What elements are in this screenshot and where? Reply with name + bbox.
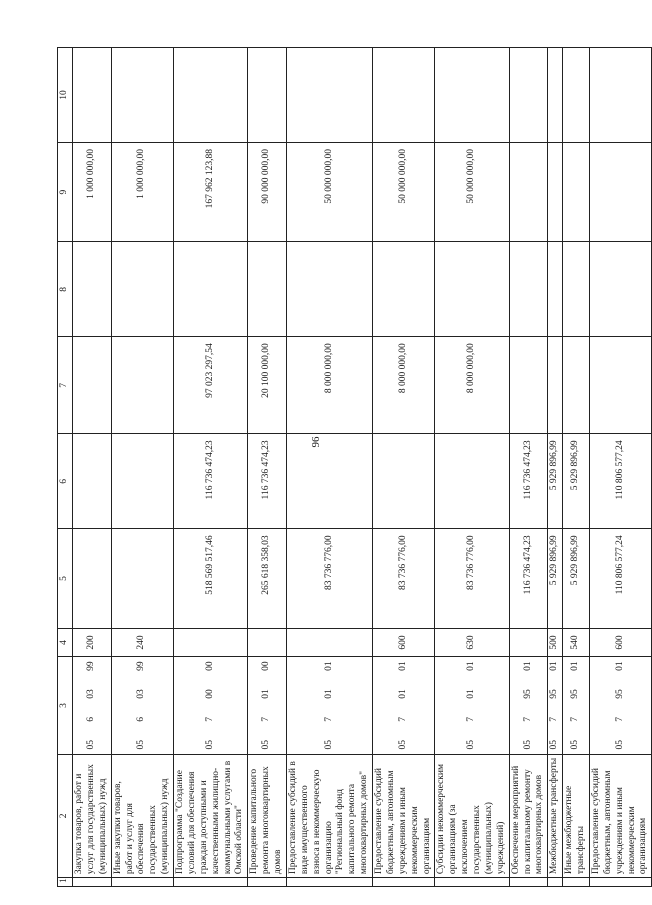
amount-col8 bbox=[509, 242, 548, 337]
table-row bbox=[548, 48, 563, 887]
table-row bbox=[563, 48, 590, 887]
amount-col7: 97 023 297,54 bbox=[174, 337, 248, 434]
amount-col6 bbox=[373, 434, 435, 529]
row-marker-cell bbox=[589, 878, 651, 887]
row-name: Подпрограмма "Создание условий для обеспечения граждан доступными и качественными жилищно-коммунальными услугами в Омской области" bbox=[174, 754, 248, 878]
expense-type: 600 bbox=[589, 628, 651, 657]
row-name: Субсидии некоммерческим организациям (за исключением государственных (муниципальных) учреждений) bbox=[435, 754, 509, 878]
code-item: 00 bbox=[261, 661, 272, 671]
amount-col9 bbox=[563, 143, 590, 242]
code-subprogram: 03 bbox=[85, 689, 96, 699]
code-subprogram: 00 bbox=[204, 689, 215, 699]
amount-col8 bbox=[174, 242, 248, 337]
code-program: 7 bbox=[522, 716, 533, 722]
classification-code bbox=[563, 657, 590, 754]
expense-type: 240 bbox=[111, 628, 173, 657]
row-marker-cell bbox=[73, 878, 112, 887]
code-item: 01 bbox=[323, 661, 334, 671]
classification-code bbox=[509, 657, 548, 754]
amount-col8 bbox=[435, 242, 509, 337]
row-name: Обеспечение мероприятий по капитальному ремонту многоквартирных домов bbox=[509, 754, 548, 878]
code-subprogram: 01 bbox=[466, 689, 477, 699]
amount-col7 bbox=[589, 337, 651, 434]
code-item: 01 bbox=[549, 661, 560, 671]
amount-col9 bbox=[509, 143, 548, 242]
code-item: 00 bbox=[204, 661, 215, 671]
expense-type: 630 bbox=[435, 628, 509, 657]
amount-col9: 50 000 000,00 bbox=[373, 143, 435, 242]
table-row bbox=[373, 48, 435, 887]
code-subprogram: 95 bbox=[614, 689, 625, 699]
table-row bbox=[435, 48, 509, 887]
amount-col7: 8 000 000,00 bbox=[373, 337, 435, 434]
col-header: 4 bbox=[58, 628, 73, 657]
expense-type bbox=[509, 628, 548, 657]
col-header: 9 bbox=[58, 143, 73, 242]
amount-col8 bbox=[563, 242, 590, 337]
amount-col9 bbox=[589, 143, 651, 242]
classification-code bbox=[435, 657, 509, 754]
code-item: 99 bbox=[85, 661, 96, 671]
amount-col6: 5 929 896,99 bbox=[563, 434, 590, 529]
code-subprogram: 01 bbox=[261, 689, 272, 699]
table-row bbox=[111, 48, 173, 887]
amount-col10 bbox=[435, 48, 509, 143]
amount-col5: 518 569 517,46 bbox=[174, 529, 248, 628]
code-program: 7 bbox=[323, 716, 334, 722]
col-header: 6 bbox=[58, 434, 73, 529]
code-program: 7 bbox=[204, 716, 215, 722]
classification-code bbox=[286, 657, 372, 754]
amount-col9: 1 000 000,00 bbox=[111, 143, 173, 242]
amount-col7 bbox=[563, 337, 590, 434]
code-item: 01 bbox=[570, 661, 581, 671]
amount-col10 bbox=[548, 48, 563, 143]
expense-type bbox=[286, 628, 372, 657]
code-subprogram: 01 bbox=[323, 689, 334, 699]
expense-type: 600 bbox=[373, 628, 435, 657]
row-name: Предоставление субсидий бюджетным, автономным учреждениям и иным некоммерческим организациям bbox=[589, 754, 651, 878]
amount-col8 bbox=[73, 242, 112, 337]
amount-col9 bbox=[548, 143, 563, 242]
amount-col5: 116 736 474,23 bbox=[509, 529, 548, 628]
code-section: 05 bbox=[85, 740, 96, 750]
col-header: 8 bbox=[58, 242, 73, 337]
amount-col7: 8 000 000,00 bbox=[286, 337, 372, 434]
code-item: 99 bbox=[136, 661, 147, 671]
code-item: 01 bbox=[397, 661, 408, 671]
code-program: 7 bbox=[549, 716, 560, 722]
amount-col7: 20 100 000,00 bbox=[248, 337, 287, 434]
code-subprogram: 03 bbox=[136, 689, 147, 699]
table-row bbox=[589, 48, 651, 887]
code-program: 7 bbox=[570, 716, 581, 722]
amount-col8 bbox=[248, 242, 287, 337]
table-row bbox=[174, 48, 248, 887]
amount-col5: 265 618 358,03 bbox=[248, 529, 287, 628]
table-row bbox=[286, 48, 372, 887]
row-marker-cell bbox=[248, 878, 287, 887]
amount-col9: 50 000 000,00 bbox=[286, 143, 372, 242]
classification-code bbox=[174, 657, 248, 754]
row-marker-cell bbox=[373, 878, 435, 887]
amount-col8 bbox=[373, 242, 435, 337]
col-header: 7 bbox=[58, 337, 73, 434]
row-name: Иные межбюджетные трансферты bbox=[563, 754, 590, 878]
row-marker-cell bbox=[435, 878, 509, 887]
amount-col6: 5 929 896,99 bbox=[548, 434, 563, 529]
amount-col5: 83 736 776,00 bbox=[435, 529, 509, 628]
expense-type bbox=[174, 628, 248, 657]
code-item: 01 bbox=[466, 661, 477, 671]
row-marker-cell bbox=[563, 878, 590, 887]
code-program: 6 bbox=[85, 716, 96, 722]
expense-type bbox=[248, 628, 287, 657]
amount-col8 bbox=[286, 242, 372, 337]
row-name: Предоставление субсидий в виде имущественного взноса в некоммерческую организацию "Региональный фонд капитального ремонта многоквартирных домов" bbox=[286, 754, 372, 878]
code-section: 05 bbox=[522, 740, 533, 750]
code-subprogram: 95 bbox=[549, 689, 560, 699]
amount-col5 bbox=[73, 529, 112, 628]
row-name: Иные закупки товаров, работ и услуг для обеспечения государственных (муниципальных) нужд bbox=[111, 754, 173, 878]
row-marker-cell bbox=[509, 878, 548, 887]
amount-col10 bbox=[589, 48, 651, 143]
amount-col6 bbox=[286, 434, 372, 529]
amount-col7 bbox=[111, 337, 173, 434]
table-row bbox=[73, 48, 112, 887]
amount-col8 bbox=[111, 242, 173, 337]
code-program: 7 bbox=[261, 716, 272, 722]
row-marker-cell bbox=[111, 878, 173, 887]
code-program: 7 bbox=[466, 716, 477, 722]
amount-col10 bbox=[111, 48, 173, 143]
amount-col10 bbox=[373, 48, 435, 143]
amount-col9: 50 000 000,00 bbox=[435, 143, 509, 242]
expense-type: 500 bbox=[548, 628, 563, 657]
code-section: 05 bbox=[323, 740, 334, 750]
row-marker-cell bbox=[286, 878, 372, 887]
amount-col6: 116 736 474,23 bbox=[509, 434, 548, 529]
col-header: 5 bbox=[58, 529, 73, 628]
amount-col8 bbox=[548, 242, 563, 337]
page-number: 96 bbox=[310, 436, 322, 448]
classification-code bbox=[73, 657, 112, 754]
row-name: Межбюджетные трансферты bbox=[548, 754, 563, 878]
amount-col9: 1 000 000,00 bbox=[73, 143, 112, 242]
code-section: 05 bbox=[549, 740, 560, 750]
amount-col5: 5 929 896,99 bbox=[548, 529, 563, 628]
amount-col5: 110 806 577,24 bbox=[589, 529, 651, 628]
code-section: 05 bbox=[397, 740, 408, 750]
header-row bbox=[58, 48, 73, 887]
classification-code bbox=[373, 657, 435, 754]
col-header: 3 bbox=[58, 657, 73, 754]
amount-col6: 116 736 474,23 bbox=[248, 434, 287, 529]
classification-code bbox=[589, 657, 651, 754]
expense-type: 200 bbox=[73, 628, 112, 657]
amount-col8 bbox=[589, 242, 651, 337]
classification-code bbox=[548, 657, 563, 754]
amount-col10 bbox=[174, 48, 248, 143]
amount-col5: 5 929 896,99 bbox=[563, 529, 590, 628]
code-subprogram: 95 bbox=[522, 689, 533, 699]
amount-col7 bbox=[73, 337, 112, 434]
expense-type: 540 bbox=[563, 628, 590, 657]
amount-col7 bbox=[509, 337, 548, 434]
code-section: 05 bbox=[204, 740, 215, 750]
amount-col7 bbox=[548, 337, 563, 434]
amount-col10 bbox=[286, 48, 372, 143]
amount-col7: 8 000 000,00 bbox=[435, 337, 509, 434]
code-section: 05 bbox=[570, 740, 581, 750]
row-marker-cell bbox=[174, 878, 248, 887]
table-row bbox=[248, 48, 287, 887]
code-section: 05 bbox=[614, 740, 625, 750]
amount-col6 bbox=[73, 434, 112, 529]
row-name: Закупка товаров, работ и услуг для государственных (муниципальных) нужд bbox=[73, 754, 112, 878]
amount-col10 bbox=[73, 48, 112, 143]
amount-col5: 83 736 776,00 bbox=[286, 529, 372, 628]
amount-col6: 110 806 577,24 bbox=[589, 434, 651, 529]
code-item: 01 bbox=[614, 661, 625, 671]
col-header: 2 bbox=[58, 754, 73, 878]
code-section: 05 bbox=[136, 740, 147, 750]
col-header: 1 bbox=[58, 878, 73, 887]
code-program: 7 bbox=[397, 716, 408, 722]
classification-code bbox=[248, 657, 287, 754]
code-item: 01 bbox=[522, 661, 533, 671]
amount-col9: 167 962 123,88 bbox=[174, 143, 248, 242]
row-name: Проведение капитального ремонта многоквартирных домов bbox=[248, 754, 287, 878]
row-name: Предоставление субсидий бюджетным, автономным учреждениям и иным некоммерческим организациям bbox=[373, 754, 435, 878]
budget-table bbox=[57, 47, 652, 887]
amount-col9: 90 000 000,00 bbox=[248, 143, 287, 242]
code-section: 05 bbox=[466, 740, 477, 750]
code-program: 7 bbox=[614, 716, 625, 722]
code-subprogram: 01 bbox=[397, 689, 408, 699]
table-row bbox=[509, 48, 548, 887]
code-program: 6 bbox=[136, 716, 147, 722]
amount-col6: 116 736 474,23 bbox=[174, 434, 248, 529]
amount-col10 bbox=[248, 48, 287, 143]
col-header: 10 bbox=[58, 48, 73, 143]
code-section: 05 bbox=[261, 740, 272, 750]
row-marker-cell bbox=[548, 878, 563, 887]
amount-col5 bbox=[111, 529, 173, 628]
amount-col6 bbox=[435, 434, 509, 529]
code-subprogram: 95 bbox=[570, 689, 581, 699]
amount-col10 bbox=[563, 48, 590, 143]
budget-table-container bbox=[57, 47, 649, 887]
amount-col6 bbox=[111, 434, 173, 529]
amount-col10 bbox=[509, 48, 548, 143]
amount-col5: 83 736 776,00 bbox=[373, 529, 435, 628]
classification-code bbox=[111, 657, 173, 754]
